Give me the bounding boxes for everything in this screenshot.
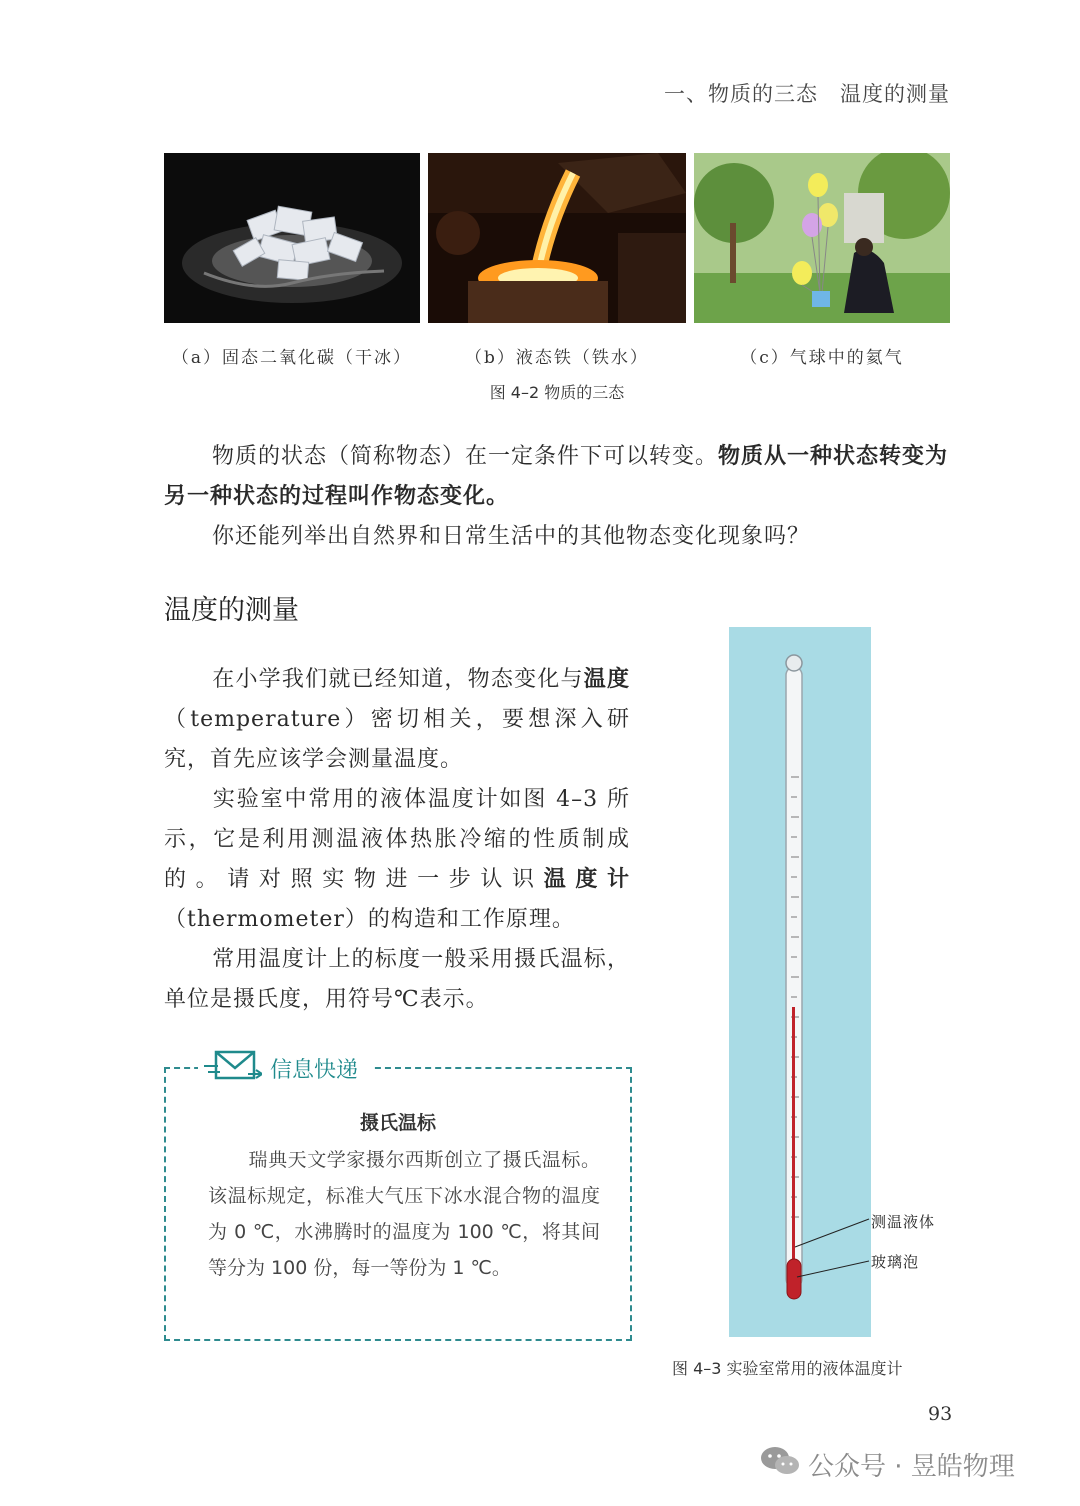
infobox-text <box>208 1142 600 1286</box>
question-text: 你还能列举出自然界和日常生活中的其他物态变化现象吗？ <box>212 524 811 549</box>
caption-molten-iron: （b）液态铁（铁水） <box>465 348 649 368</box>
section-title: 温度的测量 <box>164 595 299 626</box>
body-p3: 常用温度计上的标度一般采用摄氏温标，单位是摄氏度，用符号℃表示。 <box>164 947 630 1012</box>
page-number: 93 <box>928 1403 953 1425</box>
label-glass-bulb: 玻璃泡 <box>871 1253 920 1271</box>
photo-molten-iron <box>428 153 686 323</box>
photo-helium-balloons <box>694 153 950 323</box>
body-paragraph-3 <box>164 940 630 1020</box>
watermark <box>760 1444 1015 1485</box>
caption-dry-ice: （a）固态二氧化碳（干冰） <box>171 348 413 368</box>
term-thermometer: 温度计 <box>543 867 630 892</box>
label-measuring-liquid: 测温液体 <box>871 1213 936 1231</box>
photo-dry-ice <box>164 153 420 323</box>
body-p1-b: （temperature）密切相关，要想深入研究，首先应该学会测量温度。 <box>164 707 630 772</box>
body-paragraph-2 <box>164 780 630 940</box>
figure-4-2-caption: 图 4–2 物质的三态 <box>489 383 625 402</box>
chapter-header: 一、物质的三态 温度的测量 <box>664 82 950 106</box>
body-p2-b: （thermometer）的构造和工作原理。 <box>164 907 575 932</box>
body-p1-a: 在小学我们就已经知道，物态变化与 <box>212 667 584 692</box>
paragraph-normal-text: 物质的状态（简称物态）在一定条件下可以转变。 <box>212 444 719 469</box>
envelope-icon <box>204 1048 262 1088</box>
infobox-header <box>198 1048 372 1088</box>
term-temperature: 温度 <box>583 667 630 692</box>
paragraph-question <box>164 517 950 557</box>
paragraph-state-change <box>164 437 950 517</box>
infobox-body-text: 瑞典天文学家摄尔西斯创立了摄氏温标。该温标规定，标准大气压下冰水混合物的温度为 0 ℃，水沸腾时的温度为 100 ℃，将其间等分为 100 份，每一等份为 1 ℃。 <box>208 1149 600 1279</box>
body-p2-a: 实验室中常用的液体温度计如图 4–3 所示，它是利用测温液体热胀冷缩的性质制成的。请对照实物进一步认识 <box>164 787 630 892</box>
caption-helium: （c）气球中的氦气 <box>740 348 904 368</box>
definition-bold: 物质从一种状态转变为另一种状态的过程叫作物态变化。 <box>164 444 949 509</box>
infobox-title: 摄氏温标 <box>359 1112 436 1134</box>
watermark-text: 公众号 · 昱皓物理 <box>808 1452 1015 1482</box>
wechat-icon <box>760 1444 800 1485</box>
figure-4-3-caption: 图 4–3 实验室常用的液体温度计 <box>672 1359 903 1378</box>
infobox-label: 信息快递 <box>270 1057 359 1083</box>
body-paragraph-1 <box>164 660 630 780</box>
